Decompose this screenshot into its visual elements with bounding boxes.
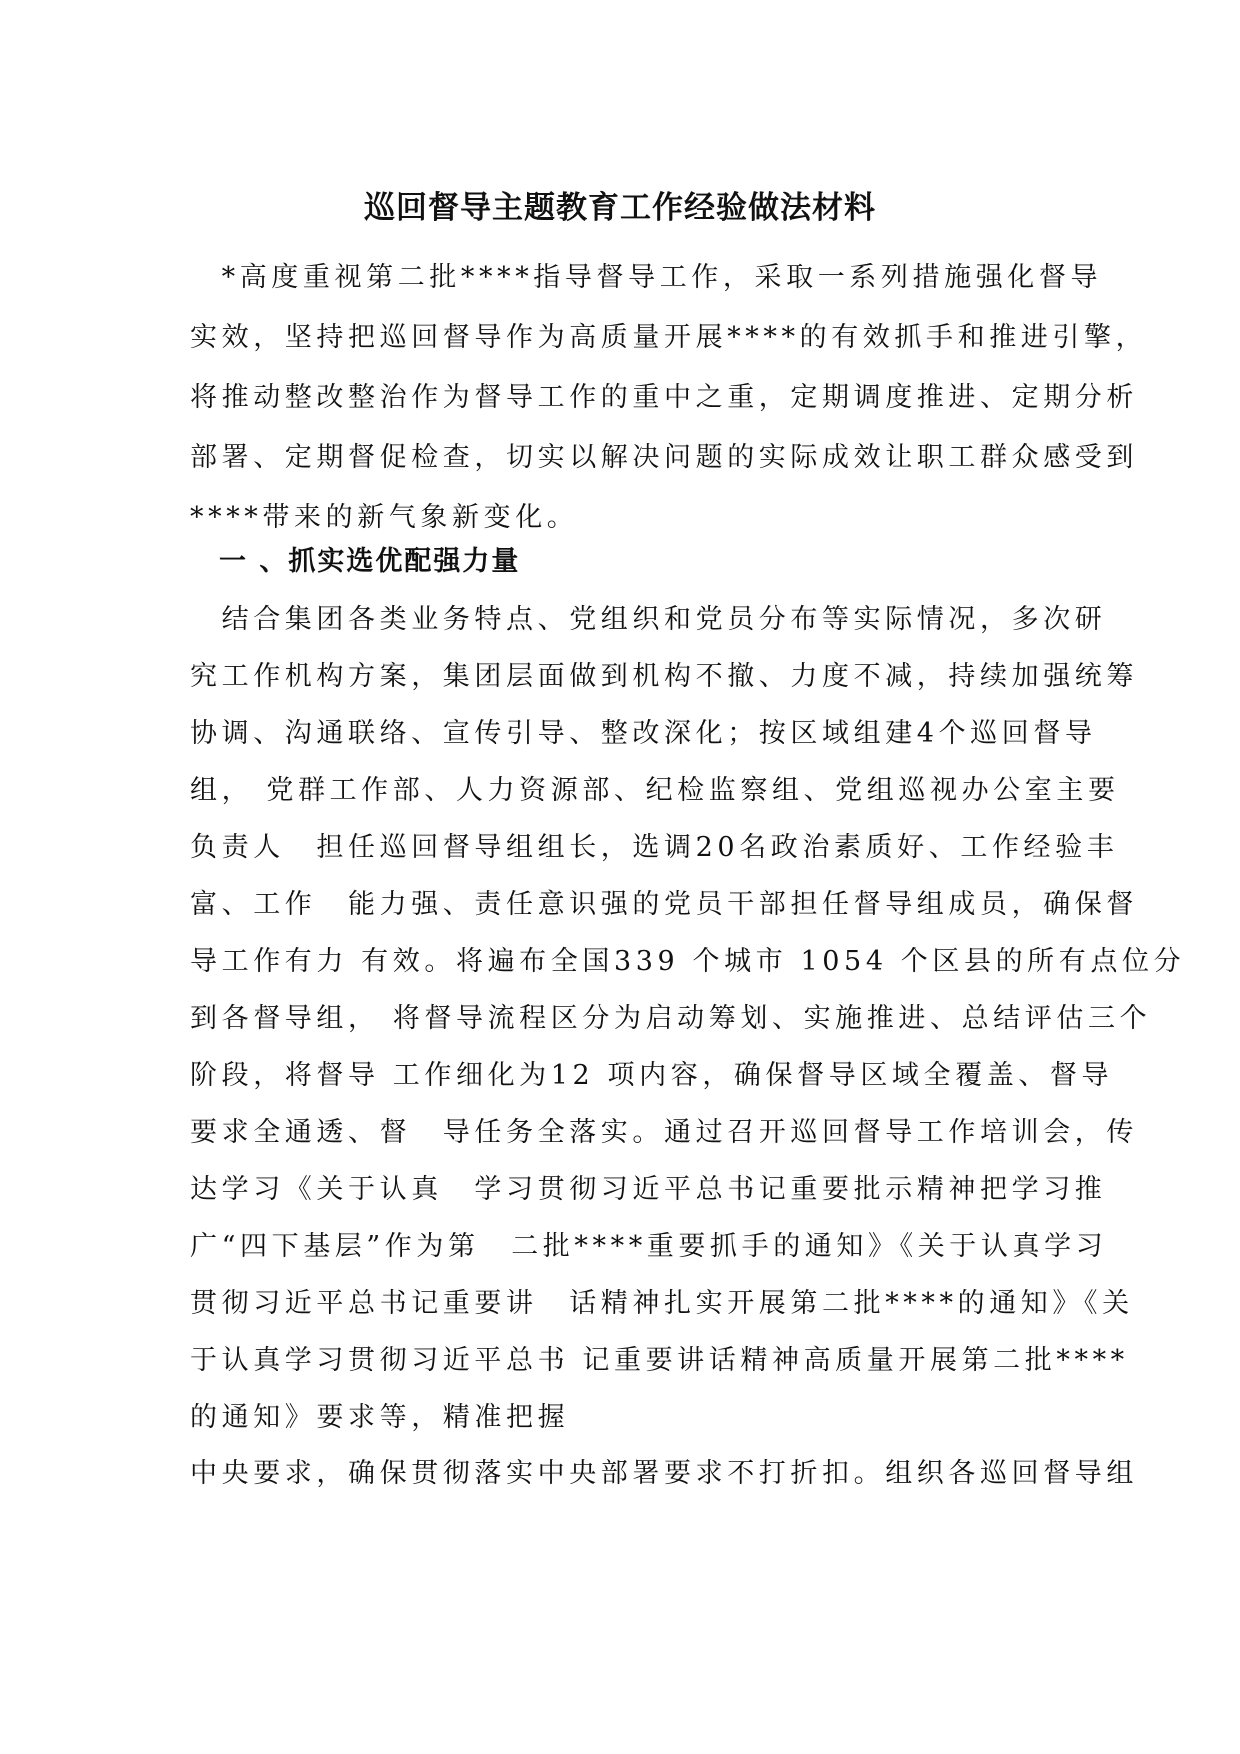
text-line: 于认真学习贯彻习近平总书 记重要讲话精神高质量开展第二批**** xyxy=(190,1345,1129,1376)
text-line: 负责人 担任巡回督导组组长，选调20名政治素质好、工作经验丰 xyxy=(190,832,1119,863)
text-line: 实效，坚持把巡回督导作为高质量开展****的有效抓手和推进引擎， xyxy=(190,322,1148,353)
text-line: 导工作有力 有效。将遍布全国339 个城市 1054 个区县的所有点位分 xyxy=(190,946,1186,977)
text-line: 到各督导组， 将督导流程区分为启动筹划、实施推进、总结评估三个 xyxy=(190,1003,1152,1034)
text-line: 中央要求，确保贯彻落实中央部署要求不打折扣。组织各巡回督导组 xyxy=(190,1458,1138,1489)
text-line: 贯彻习近平总书记重要讲 话精神扎实开展第二批****的通知》《关 xyxy=(190,1288,1134,1319)
text-line: 将推动整改整治作为督导工作的重中之重，定期调度推进、定期分析 xyxy=(190,382,1138,413)
text-line: 广“四下基层”作为第 二批****重要抓手的通知》《关于认真学习 xyxy=(190,1231,1108,1262)
text-line: 富、工作 能力强、责任意识强的党员干部担任督导组成员，确保督 xyxy=(190,889,1138,920)
text-line: 的通知》要求等，精准把握 xyxy=(190,1402,570,1433)
text-line: 组， 党群工作部、人力资源部、纪检监察组、党组巡视办公室主要 xyxy=(190,775,1120,806)
text-line: 究工作机构方案，集团层面做到机构不撤、力度不减，持续加强统筹 xyxy=(190,661,1138,692)
document-title: 巡回督导主题教育工作经验做法材料 xyxy=(364,190,876,226)
text-line: ****带来的新气象新变化。 xyxy=(190,502,579,533)
section-heading: 一 、抓实选优配强力量 xyxy=(190,546,521,577)
text-line: 协调、沟通联络、宣传引导、整改深化；按区域组建4个巡回督导 xyxy=(190,718,1097,749)
text-line: 达学习《关于认真 学习贯彻习近平总书记重要批示精神把学习推 xyxy=(190,1174,1107,1205)
text-line: 部署、定期督促检查，切实以解决问题的实际成效让职工群众感受到 xyxy=(190,442,1138,473)
text-line: 结合集团各类业务特点、党组织和党员分布等实际情况，多次研 xyxy=(190,604,1107,635)
text-line: 阶段，将督导 工作细化为12 项内容，确保督导区域全覆盖、督导 xyxy=(190,1060,1114,1091)
text-line: *高度重视第二批****指导督导工作，采取一系列措施强化督导 xyxy=(190,262,1103,293)
text-line: 要求全通透、督 导任务全落实。通过召开巡回督导工作培训会，传 xyxy=(190,1117,1138,1148)
